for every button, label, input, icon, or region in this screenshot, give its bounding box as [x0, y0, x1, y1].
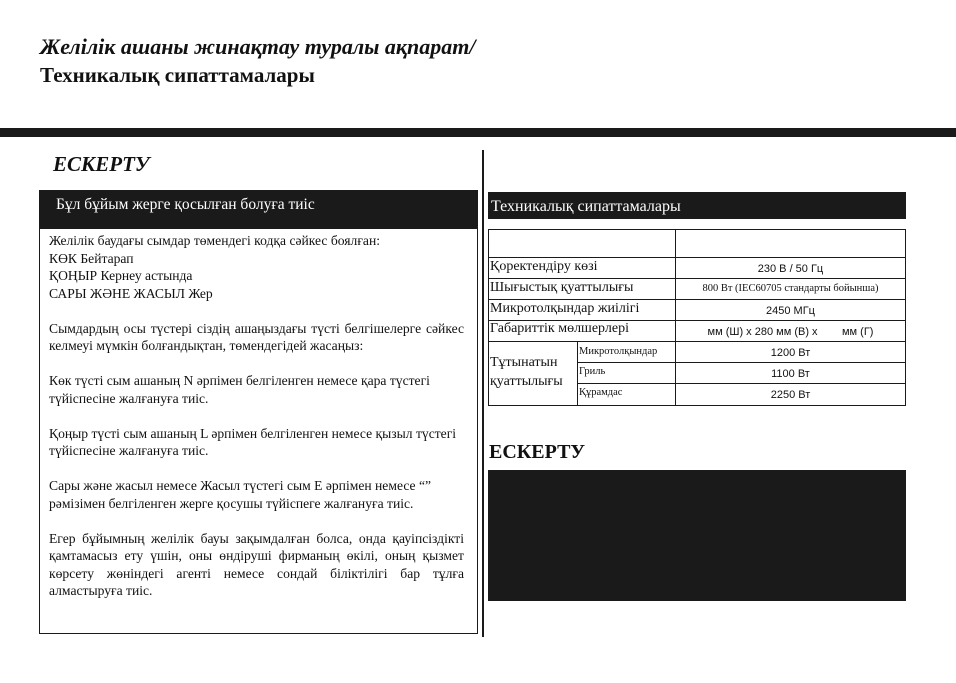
paragraph-earth-wire: Сары және жасыл немесе Жасыл түстегі сым Е әрпімен немесе “” рәмізімен белгіленген жерге қосушы түйіспеге жалғануға тиіс.: [49, 478, 432, 511]
consumption-col-divider-1: [577, 342, 578, 405]
spec-value-output-power: 800 Вт (IEC60705 стандарты бойынша): [702, 283, 879, 294]
paragraph-damaged-cord: Егер бұйымның желілік бауы зақымдалған болса, онда қауіпсіздікті қамтамасыз ету үшін, оны өндіруші фирманың өкілі, оның қызмет көрсету жөніндегі агенті немесе сондай біліктілігі бар тұлға алмастыруға тиіс.: [49, 530, 464, 598]
spec-table-heading: Техникалық сипаттамалары: [488, 192, 906, 219]
spec-label-power-source: Қоректендіру көзі: [490, 259, 598, 274]
spec-row-line: [489, 278, 905, 279]
wire-colors-intro: Желілік баудағы сымдар төмендегі кодқа сәйкес боялған:: [49, 233, 381, 248]
document-title-line1: Желілік ашаны жинақтау туралы ақпарат/: [40, 34, 476, 59]
spec-value-dimensions: мм (Ш) x 280 мм (В) x мм (Г): [707, 326, 874, 338]
wire-color-yellow-green: САРЫ ЖӘНЕ ЖАСЫЛ Жер: [49, 285, 213, 301]
spec-row-line: [489, 299, 905, 300]
paragraph-color-mismatch: Сымдардың осы түстері сіздің ашаңыздағы түсті белгішелерге сәйкес келмеуі мүмкін болғандықтан, төмендегідей жасаңыз:: [49, 320, 464, 353]
header-divider-bar: [0, 128, 956, 137]
consumption-label-line2: қуаттылығы: [490, 374, 563, 389]
consumption-combined-value: 2250 Вт: [770, 389, 811, 401]
right-warning-box: [488, 470, 906, 601]
consumption-label-line1: Тұтынатын: [490, 355, 558, 370]
spec-label-output-power: Шығыстық қуаттылығы: [490, 280, 634, 295]
spec-value-power-source: 230 В / 50 Гц: [757, 263, 824, 275]
consumption-microwave-value: 1200 Вт: [770, 347, 811, 359]
consumption-grill-label: Гриль: [579, 366, 606, 377]
spec-row-line: [577, 383, 905, 384]
spec-row-line: [577, 362, 905, 363]
spec-label-dimensions: Габариттік мөлшерлері: [490, 321, 629, 336]
column-divider: [482, 150, 484, 637]
left-warning-title: ЕСКЕРТУ: [53, 152, 150, 176]
right-warning-title: ЕСКЕРТУ: [489, 441, 586, 463]
earthing-warning-text: [49, 232, 464, 600]
wire-color-brown: ҚОҢЫР Кернеу астында: [49, 268, 193, 283]
spec-value-mw-frequency: 2450 МГц: [766, 305, 815, 317]
consumption-grill-value: 1100 Вт: [771, 368, 810, 380]
spec-row-line: [489, 257, 905, 258]
consumption-microwave-label: Микротолқындар: [579, 346, 658, 357]
consumption-combined-label: Құрамдас: [579, 387, 623, 398]
earthing-warning-heading: Бұл бұйым жерге қосылған болуға тиіс: [40, 191, 477, 229]
paragraph-blue-wire: Көк түсті сым ашаның N әрпімен белгіленген немесе қара түстегі түйіспесіне жалғануға тиіс.: [49, 373, 430, 406]
document-title-line2: Техникалық сипаттамалары: [40, 63, 315, 87]
spec-table: [488, 229, 906, 406]
spec-label-mw-frequency: Микротолқындар жиілігі: [490, 301, 640, 316]
earthing-warning-box: [39, 190, 478, 634]
spec-row-line: [489, 341, 905, 342]
paragraph-brown-wire: Қоңыр түсті сым ашаның L әрпімен белгіленген немесе қызыл түстегі түйіспесіне жалғануға тиіс.: [49, 425, 457, 458]
wire-color-blue: КӨК Бейтарап: [49, 250, 134, 266]
